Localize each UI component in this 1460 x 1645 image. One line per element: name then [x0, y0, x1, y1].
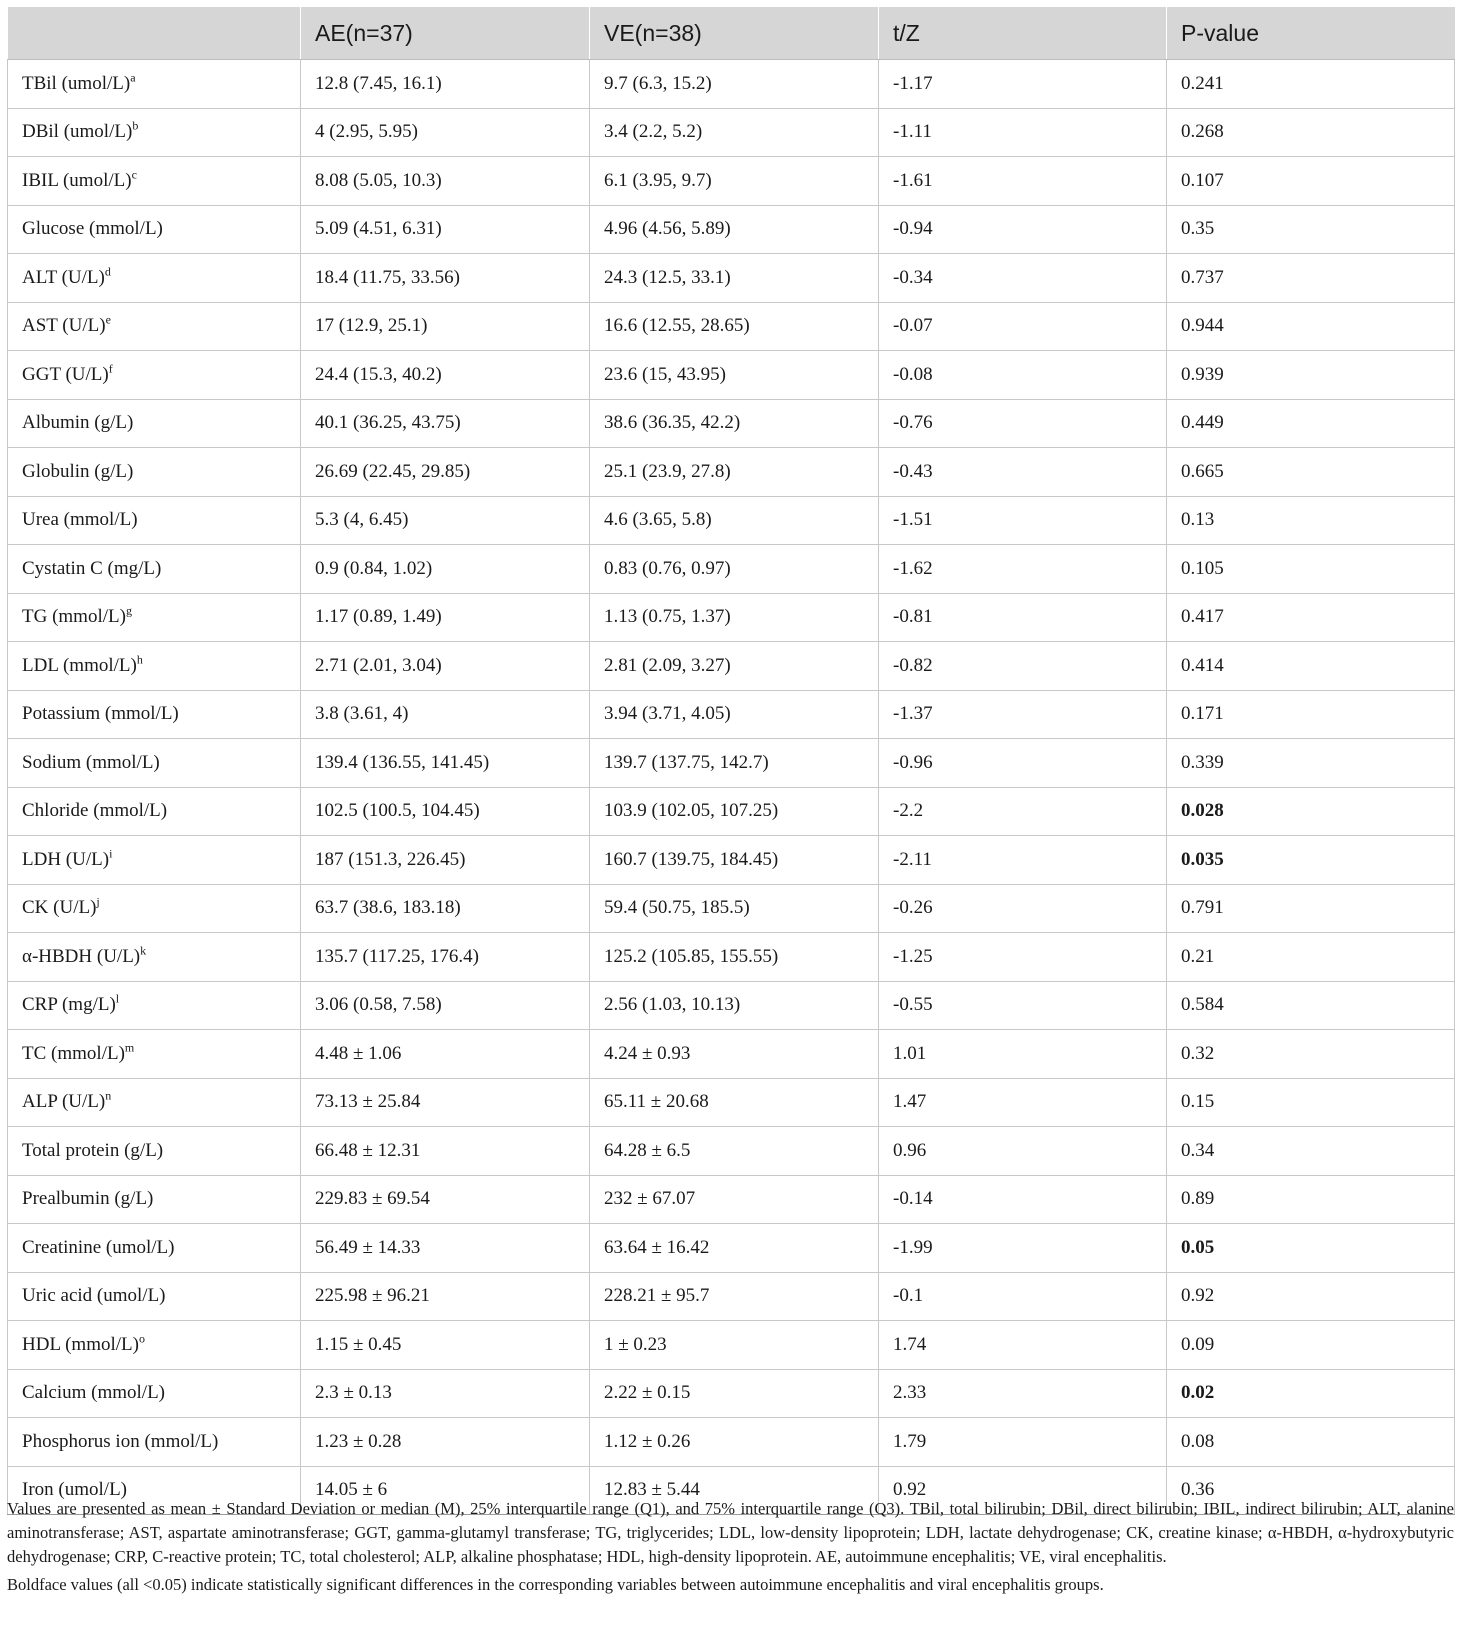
- cell-tz: -2.2: [879, 787, 1167, 836]
- table-row: [8, 787, 1455, 836]
- cell-ae: 2.71 (2.01, 3.04): [301, 642, 590, 691]
- cell-ae: 2.3 ± 0.13: [301, 1369, 590, 1418]
- cell-pvalue: 0.34: [1167, 1127, 1455, 1176]
- cell-variable: [8, 1369, 301, 1418]
- table-row: [8, 205, 1455, 254]
- cell-pvalue: 0.107: [1167, 157, 1455, 206]
- header-ve: VE(n=38): [590, 7, 879, 60]
- cell-tz: 1.01: [879, 1030, 1167, 1079]
- cell-variable: [8, 981, 301, 1030]
- cell-pvalue: 0.417: [1167, 593, 1455, 642]
- table-row: [8, 642, 1455, 691]
- footnote-marker: e: [105, 312, 111, 327]
- cell-ve: 9.7 (6.3, 15.2): [590, 60, 879, 109]
- variable-label: Urea (mmol/L): [22, 509, 138, 531]
- cell-pvalue: 0.08: [1167, 1418, 1455, 1467]
- table-row: [8, 1175, 1455, 1224]
- table-row: [8, 1369, 1455, 1418]
- cell-tz: -0.14: [879, 1175, 1167, 1224]
- cell-variable: [8, 1321, 301, 1370]
- variable-label: ALP (U/L): [22, 1091, 106, 1113]
- cell-ae: 225.98 ± 96.21: [301, 1272, 590, 1321]
- cell-ae: 8.08 (5.05, 10.3): [301, 157, 590, 206]
- cell-variable: [8, 496, 301, 545]
- cell-ve: 232 ± 67.07: [590, 1175, 879, 1224]
- cell-pvalue: 0.92: [1167, 1272, 1455, 1321]
- variable-label: TBil (umol/L): [22, 72, 131, 94]
- cell-ae: 56.49 ± 14.33: [301, 1224, 590, 1273]
- cell-variable: [8, 351, 301, 400]
- cell-variable: [8, 593, 301, 642]
- cell-variable: [8, 399, 301, 448]
- cell-ve: 6.1 (3.95, 9.7): [590, 157, 879, 206]
- cell-pvalue: 0.028: [1167, 787, 1455, 836]
- cell-ae: 5.09 (4.51, 6.31): [301, 205, 590, 254]
- variable-label: Albumin (g/L): [22, 412, 134, 434]
- results-table-container: [7, 7, 1454, 1515]
- cell-ae: 40.1 (36.25, 43.75): [301, 399, 590, 448]
- variable-label: Cystatin C (mg/L): [22, 557, 162, 579]
- cell-variable: [8, 933, 301, 982]
- cell-tz: -1.51: [879, 496, 1167, 545]
- cell-variable: [8, 302, 301, 351]
- results-table: [7, 7, 1455, 1515]
- table-row: [8, 157, 1455, 206]
- cell-pvalue: 0.241: [1167, 60, 1455, 109]
- cell-ae: 26.69 (22.45, 29.85): [301, 448, 590, 497]
- cell-ve: 160.7 (139.75, 184.45): [590, 836, 879, 885]
- cell-ve: 4.96 (4.56, 5.89): [590, 205, 879, 254]
- cell-variable: [8, 739, 301, 788]
- cell-variable: [8, 884, 301, 933]
- cell-ve: 2.81 (2.09, 3.27): [590, 642, 879, 691]
- cell-tz: -0.34: [879, 254, 1167, 303]
- cell-variable: [8, 787, 301, 836]
- table-header: [8, 7, 1455, 60]
- cell-variable: [8, 1127, 301, 1176]
- cell-ve: 1 ± 0.23: [590, 1321, 879, 1370]
- cell-ve: 125.2 (105.85, 155.55): [590, 933, 879, 982]
- variable-label: Chloride (mmol/L): [22, 800, 168, 822]
- cell-pvalue: 0.15: [1167, 1078, 1455, 1127]
- cell-ae: 139.4 (136.55, 141.45): [301, 739, 590, 788]
- footnote-marker: d: [104, 264, 111, 279]
- cell-ve: 64.28 ± 6.5: [590, 1127, 879, 1176]
- cell-ae: 18.4 (11.75, 33.56): [301, 254, 590, 303]
- cell-ae: 1.17 (0.89, 1.49): [301, 593, 590, 642]
- cell-pvalue: 0.21: [1167, 933, 1455, 982]
- cell-tz: -1.25: [879, 933, 1167, 982]
- cell-ve: 3.4 (2.2, 5.2): [590, 108, 879, 157]
- variable-label: AST (U/L): [22, 315, 106, 337]
- footnote-boldface: Boldface values (all <0.05) indicate statistically significant differences in the corresponding variables between autoimmune encephalitis and viral encephalitis groups.: [7, 1575, 1104, 1594]
- cell-ve: 139.7 (137.75, 142.7): [590, 739, 879, 788]
- cell-variable: [8, 108, 301, 157]
- header-ae: AE(n=37): [301, 7, 590, 60]
- cell-ve: 23.6 (15, 43.95): [590, 351, 879, 400]
- cell-variable: [8, 1224, 301, 1273]
- cell-ve: 0.83 (0.76, 0.97): [590, 545, 879, 594]
- cell-ve: 1.13 (0.75, 1.37): [590, 593, 879, 642]
- footnote-marker: l: [115, 991, 120, 1006]
- variable-label: Globulin (g/L): [22, 460, 134, 482]
- cell-pvalue: 0.449: [1167, 399, 1455, 448]
- table-row: [8, 933, 1455, 982]
- table-row: [8, 884, 1455, 933]
- table-row: [8, 496, 1455, 545]
- cell-pvalue: 0.09: [1167, 1321, 1455, 1370]
- table-row: [8, 545, 1455, 594]
- cell-tz: -0.1: [879, 1272, 1167, 1321]
- cell-ve: 65.11 ± 20.68: [590, 1078, 879, 1127]
- cell-tz: -0.96: [879, 739, 1167, 788]
- header-tz: t/Z: [879, 7, 1167, 60]
- table-row: [8, 1127, 1455, 1176]
- variable-label: Calcium (mmol/L): [22, 1382, 166, 1404]
- cell-ve: 228.21 ± 95.7: [590, 1272, 879, 1321]
- cell-pvalue: 0.665: [1167, 448, 1455, 497]
- variable-label: LDL (mmol/L): [22, 654, 137, 676]
- cell-tz: -0.26: [879, 884, 1167, 933]
- variable-label: TG (mmol/L): [22, 606, 126, 628]
- footnote-marker: o: [138, 1331, 145, 1346]
- cell-variable: [8, 1030, 301, 1079]
- cell-ae: 102.5 (100.5, 104.45): [301, 787, 590, 836]
- cell-tz: -0.76: [879, 399, 1167, 448]
- variable-label: Sodium (mmol/L): [22, 751, 160, 773]
- footnote-marker: c: [131, 167, 137, 182]
- variable-label: Uric acid (umol/L): [22, 1285, 166, 1307]
- variable-label: LDH (U/L): [22, 848, 110, 870]
- footnote-marker: b: [132, 118, 139, 133]
- cell-variable: [8, 157, 301, 206]
- cell-ve: 2.22 ± 0.15: [590, 1369, 879, 1418]
- cell-tz: 0.96: [879, 1127, 1167, 1176]
- table-row: [8, 981, 1455, 1030]
- cell-tz: -0.08: [879, 351, 1167, 400]
- cell-pvalue: 0.171: [1167, 690, 1455, 739]
- header-variable: [8, 7, 301, 60]
- footnote-marker: g: [125, 603, 132, 618]
- table-row: [8, 60, 1455, 109]
- cell-ae: 4 (2.95, 5.95): [301, 108, 590, 157]
- cell-ve: 59.4 (50.75, 185.5): [590, 884, 879, 933]
- cell-ve: 1.12 ± 0.26: [590, 1418, 879, 1467]
- cell-ae: 187 (151.3, 226.45): [301, 836, 590, 885]
- cell-ae: 4.48 ± 1.06: [301, 1030, 590, 1079]
- cell-ve: 16.6 (12.55, 28.65): [590, 302, 879, 351]
- cell-pvalue: 0.02: [1167, 1369, 1455, 1418]
- footnote-marker: j: [96, 894, 100, 909]
- footnote-marker: m: [124, 1040, 135, 1055]
- cell-variable: [8, 205, 301, 254]
- variable-label: HDL (mmol/L): [22, 1333, 139, 1355]
- footnote-marker: n: [105, 1088, 112, 1103]
- cell-pvalue: 0.339: [1167, 739, 1455, 788]
- variable-label: CK (U/L): [22, 897, 97, 919]
- table-row: [8, 399, 1455, 448]
- cell-ve: 103.9 (102.05, 107.25): [590, 787, 879, 836]
- variable-label: Phosphorus ion (mmol/L): [22, 1430, 219, 1452]
- cell-pvalue: 0.268: [1167, 108, 1455, 157]
- cell-pvalue: 0.36: [1167, 1466, 1455, 1515]
- cell-tz: 1.79: [879, 1418, 1167, 1467]
- cell-ve: 38.6 (36.35, 42.2): [590, 399, 879, 448]
- variable-label: Glucose (mmol/L): [22, 218, 163, 240]
- cell-ae: 24.4 (15.3, 40.2): [301, 351, 590, 400]
- cell-pvalue: 0.944: [1167, 302, 1455, 351]
- cell-pvalue: 0.32: [1167, 1030, 1455, 1079]
- cell-ve: 4.6 (3.65, 5.8): [590, 496, 879, 545]
- cell-tz: -1.37: [879, 690, 1167, 739]
- cell-tz: -1.62: [879, 545, 1167, 594]
- cell-tz: -2.11: [879, 836, 1167, 885]
- cell-tz: -1.17: [879, 60, 1167, 109]
- cell-tz: -0.81: [879, 593, 1167, 642]
- variable-label: Total protein (g/L): [22, 1139, 164, 1161]
- variable-label: Prealbumin (g/L): [22, 1188, 154, 1210]
- cell-variable: [8, 1175, 301, 1224]
- cell-ae: 3.8 (3.61, 4): [301, 690, 590, 739]
- table-row: [8, 690, 1455, 739]
- table-row: [8, 739, 1455, 788]
- table-body: [8, 60, 1455, 1515]
- table-row: [8, 448, 1455, 497]
- cell-pvalue: 0.584: [1167, 981, 1455, 1030]
- table-row: [8, 1272, 1455, 1321]
- table-footnotes: [7, 1497, 1454, 1597]
- cell-variable: [8, 1272, 301, 1321]
- cell-pvalue: 0.35: [1167, 205, 1455, 254]
- variable-label: GGT (U/L): [22, 363, 109, 385]
- cell-ve: 24.3 (12.5, 33.1): [590, 254, 879, 303]
- cell-variable: [8, 642, 301, 691]
- cell-tz: 2.33: [879, 1369, 1167, 1418]
- cell-variable: [8, 545, 301, 594]
- cell-ve: 25.1 (23.9, 27.8): [590, 448, 879, 497]
- table-row: [8, 302, 1455, 351]
- footnote-marker: i: [109, 846, 113, 861]
- cell-pvalue: 0.737: [1167, 254, 1455, 303]
- cell-variable: [8, 254, 301, 303]
- table-row: [8, 1418, 1455, 1467]
- cell-ae: 63.7 (38.6, 183.18): [301, 884, 590, 933]
- table-row: [8, 1030, 1455, 1079]
- cell-tz: -0.43: [879, 448, 1167, 497]
- cell-ae: 229.83 ± 69.54: [301, 1175, 590, 1224]
- cell-variable: [8, 448, 301, 497]
- table-row: [8, 108, 1455, 157]
- cell-ae: 0.9 (0.84, 1.02): [301, 545, 590, 594]
- cell-pvalue: 0.105: [1167, 545, 1455, 594]
- cell-variable: [8, 1078, 301, 1127]
- cell-ve: 2.56 (1.03, 10.13): [590, 981, 879, 1030]
- cell-pvalue: 0.791: [1167, 884, 1455, 933]
- variable-label: IBIL (umol/L): [22, 169, 132, 191]
- variable-label: DBil (umol/L): [22, 121, 133, 143]
- cell-ve: 63.64 ± 16.42: [590, 1224, 879, 1273]
- cell-variable: [8, 1418, 301, 1467]
- header-row: [8, 7, 1455, 60]
- cell-ae: 66.48 ± 12.31: [301, 1127, 590, 1176]
- footnote-marker: k: [140, 943, 147, 958]
- variable-label: CRP (mg/L): [22, 994, 116, 1016]
- cell-tz: 1.47: [879, 1078, 1167, 1127]
- variable-label: ALT (U/L): [22, 266, 105, 288]
- cell-ve: 3.94 (3.71, 4.05): [590, 690, 879, 739]
- table-row: [8, 254, 1455, 303]
- footnote-marker: h: [136, 652, 143, 667]
- cell-tz: -0.07: [879, 302, 1167, 351]
- cell-tz: -0.55: [879, 981, 1167, 1030]
- cell-ae: 1.15 ± 0.45: [301, 1321, 590, 1370]
- cell-ve: 4.24 ± 0.93: [590, 1030, 879, 1079]
- cell-pvalue: 0.13: [1167, 496, 1455, 545]
- cell-pvalue: 0.05: [1167, 1224, 1455, 1273]
- cell-tz: 0.92: [879, 1466, 1167, 1515]
- cell-tz: -0.82: [879, 642, 1167, 691]
- cell-tz: -0.94: [879, 205, 1167, 254]
- table-row: [8, 1224, 1455, 1273]
- cell-pvalue: 0.414: [1167, 642, 1455, 691]
- footnote-marker: a: [130, 70, 136, 85]
- cell-pvalue: 0.939: [1167, 351, 1455, 400]
- table-row: [8, 593, 1455, 642]
- cell-ae: 14.05 ± 6: [301, 1466, 590, 1515]
- cell-tz: -1.99: [879, 1224, 1167, 1273]
- cell-pvalue: 0.89: [1167, 1175, 1455, 1224]
- cell-tz: -1.11: [879, 108, 1167, 157]
- variable-label: α-HBDH (U/L): [22, 945, 141, 967]
- cell-tz: -1.61: [879, 157, 1167, 206]
- cell-ve: 12.83 ± 5.44: [590, 1466, 879, 1515]
- cell-variable: [8, 60, 301, 109]
- cell-variable: [8, 690, 301, 739]
- cell-ae: 12.8 (7.45, 16.1): [301, 60, 590, 109]
- table-row: [8, 836, 1455, 885]
- cell-pvalue: 0.035: [1167, 836, 1455, 885]
- cell-variable: [8, 836, 301, 885]
- header-pvalue: P-value: [1167, 7, 1455, 60]
- cell-ae: 1.23 ± 0.28: [301, 1418, 590, 1467]
- cell-ae: 73.13 ± 25.84: [301, 1078, 590, 1127]
- variable-label: Potassium (mmol/L): [22, 703, 179, 725]
- cell-tz: 1.74: [879, 1321, 1167, 1370]
- variable-label: Creatinine (umol/L): [22, 1236, 175, 1258]
- cell-ae: 5.3 (4, 6.45): [301, 496, 590, 545]
- cell-ae: 17 (12.9, 25.1): [301, 302, 590, 351]
- table-row: [8, 1078, 1455, 1127]
- footnote-marker: f: [108, 361, 113, 376]
- variable-label: TC (mmol/L): [22, 1042, 125, 1064]
- cell-ae: 135.7 (117.25, 176.4): [301, 933, 590, 982]
- cell-ae: 3.06 (0.58, 7.58): [301, 981, 590, 1030]
- variable-label: Iron (umol/L): [22, 1479, 128, 1501]
- table-row: [8, 351, 1455, 400]
- footnote-abbreviations: Values are presented as mean ± Standard Deviation or median (M), 25% interquartile range (Q1), and 75% interquartile range (Q3). TBil, total bilirubin; DBil, direct bilirubin; IBIL, indirect bilirubin; ALT, alanine aminotransferase; AST, aspartate aminotransferase; GGT, gamma-glutamyl transferase; TG, triglycerides; LDL, low-density lipoprotein; LDH, lactate dehydrogenase; CK, creatine kinase; α-HBDH, α-hydroxybutyric dehydrogenase; CRP, C-reactive protein; TC, total cholesterol; ALP, alkaline phosphatase; HDL, high-density lipoprotein. AE, autoimmune encephalitis; VE, viral encephalitis.: [7, 1499, 1454, 1566]
- table-row: [8, 1321, 1455, 1370]
